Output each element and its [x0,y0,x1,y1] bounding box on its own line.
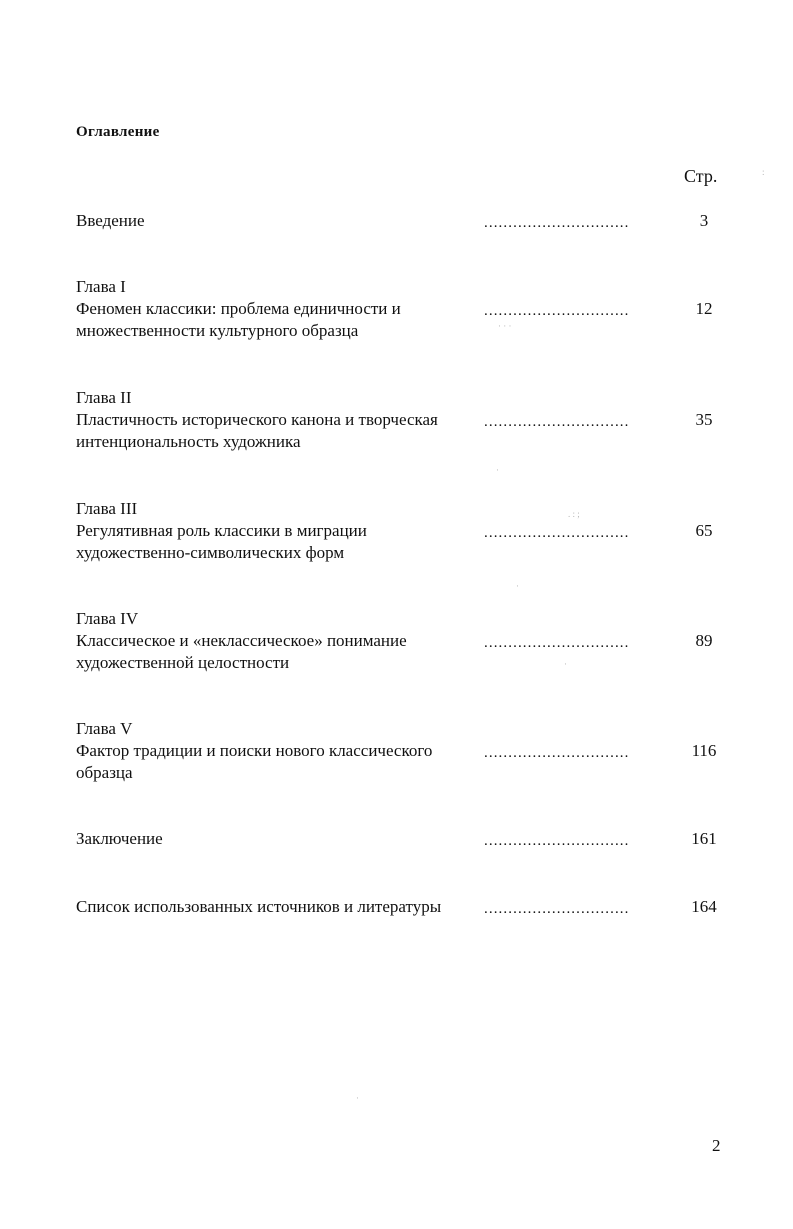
entry-title-line2: художественно-символических форм [76,543,345,562]
entry-title: Введение [76,211,145,230]
page-number: 3 [699,211,709,230]
toc-entry-bibliography [0,896,793,918]
dot-leader: .............................. [484,215,630,231]
entry-title-line2: множественности культурного образца [76,321,359,340]
entry-title-line1: Пластичность исторического канона и творческая [76,410,438,429]
entry-title-line1: Классическое и «неклассическое» понимание [76,631,407,650]
scan-speck: · [356,1093,359,1103]
entry-title-line2: образца [76,763,133,782]
entry-title-line2: интенциональность художника [76,432,301,451]
page-number: 164 [691,897,717,916]
dot-leader: .............................. [484,303,630,319]
scan-speck: : [762,167,765,177]
chapter-label: Глава V [76,719,133,738]
entry-title-line1: Регулятивная роль классики в миграции [76,521,367,540]
scan-speck: · · · [498,321,512,331]
toc-entry-chapter-4 [0,608,793,672]
page-number: 161 [691,829,717,848]
scan-speck: · [516,581,519,591]
dot-leader: .............................. [484,525,630,541]
dot-leader: .............................. [484,901,630,917]
entry-title-line1: Феномен классики: проблема единичности и [76,299,401,318]
page-number: 89 [695,631,713,650]
toc-entry-chapter-5 [0,718,793,782]
page-number: 116 [691,741,717,760]
page-number: 12 [695,299,713,318]
entry-title: Список использованных источников и литературы [76,897,442,916]
toc-heading: Оглавление [76,124,160,140]
chapter-label: Глава II [76,388,132,407]
page-number: 65 [695,521,713,540]
page-column-label: Стр. [684,166,718,186]
entry-title: Заключение [76,829,163,848]
dot-leader: .............................. [484,745,630,761]
chapter-label: Глава I [76,277,126,296]
toc-entry-chapter-3 [0,498,793,562]
chapter-label: Глава III [76,499,138,518]
toc-entry-chapter-2 [0,387,793,451]
page-number-footer: 2 [712,1136,721,1155]
dot-leader: .............................. [484,635,630,651]
scan-speck: · [564,659,567,669]
dot-leader: .............................. [484,414,630,430]
toc-entry-introduction [0,210,793,232]
page-number: 35 [695,410,713,429]
toc-entry-conclusion [0,828,793,850]
entry-title-line2: художественной целостности [76,653,290,672]
scan-speck: · [496,465,499,475]
entry-title-line1: Фактор традиции и поиски нового классического [76,741,433,760]
chapter-label: Глава IV [76,609,139,628]
toc-entry-chapter-1 [0,276,793,340]
scan-speck: . : ; [568,509,580,519]
dot-leader: .............................. [484,833,630,849]
